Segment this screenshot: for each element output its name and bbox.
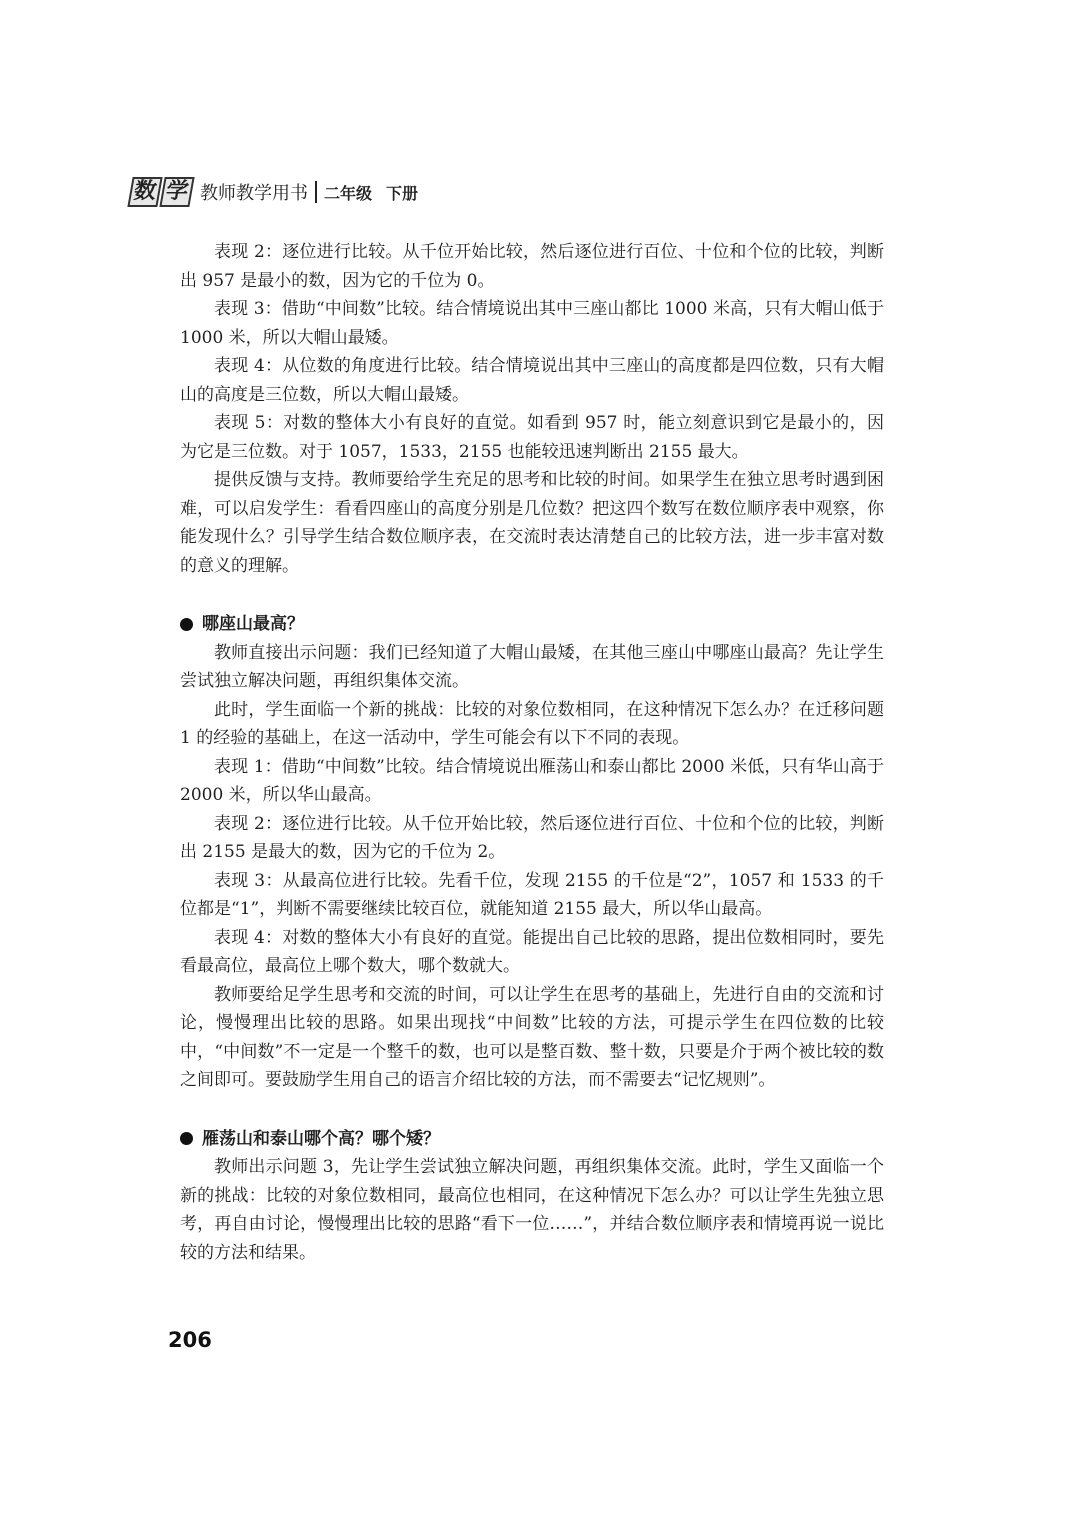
paragraph: 教师出示问题 3，先让学生尝试独立解决问题，再组织集体交流。此时，学生又面临一个新的挑战：比较的对象位数相同，最高位也相同，在这种情况下怎么办？可以让学生先独立思考，再自由讨论，慢慢理出比较的思路“看下一位……”，并结合数位顺序表和情境再说一说比较的方法和结果。 — [180, 1157, 884, 1263]
paragraph: 表现 2：逐位进行比较。从千位开始比较，然后逐位进行百位、十位和个位的比较，判断出 2155 是最大的数，因为它的千位为 2。 — [180, 813, 884, 862]
paragraph: 教师要给足学生思考和交流的时间，可以让学生在思考的基础上，先进行自由的交流和讨论，慢慢理出比较的思路。如果出现找“中间数”比较的方法，可提示学生在四位数的比较中，“中间数”不一定是一个整千的数，也可以是整百数、整十数，只要是介于两个被比较的数之间即可。要鼓励学生用自己的语言介绍比较的方法，而不需要去“记忆规则”。 — [180, 984, 884, 1090]
paragraph: 表现 2：逐位进行比较。从千位开始比较，然后逐位进行百位、十位和个位的比较，判断出 957 是最小的数，因为它的千位为 0。 — [180, 242, 884, 291]
logo-char-1: 数 — [127, 177, 162, 207]
section-heading-text: 哪座山最高？ — [202, 614, 304, 634]
paragraph: 表现 1：借助“中间数”比较。结合情境说出雁荡山和泰山都比 2000 米低，只有华山高于 2000 米，所以华山最高。 — [180, 756, 884, 805]
section-heading-text: 雁荡山和泰山哪个高？哪个矮？ — [202, 1128, 440, 1149]
paragraph: 表现 5：对数的整体大小有良好的直觉。如看到 957 时，能立刻意识到它是最小的，因为它是三位数。对于 1057，1533，2155 也能较迅速判断出 2155 最大。 — [180, 413, 884, 462]
paragraph: 教师直接出示问题：我们已经知道了大帽山最矮，在其他三座山中哪座山最高？先让学生尝试独立解决问题，再组织集体交流。 — [180, 642, 884, 691]
paragraph: 此时，学生面临一个新的挑战：比较的对象位数相同，在这种情况下怎么办？在迁移问题 1 的经验的基础上，在这一活动中，学生可能会有以下不同的表现。 — [180, 699, 884, 748]
bullet-icon — [180, 1132, 193, 1145]
section-heading-highest-mountain — [180, 610, 884, 639]
bullet-icon — [180, 618, 193, 631]
subject-logo — [130, 177, 194, 207]
paragraph: 表现 4：从位数的角度进行比较。结合情境说出其中三座山的高度都是四位数，只有大帽山的高度是三位数，所以大帽山最矮。 — [180, 356, 884, 405]
page-body — [180, 238, 884, 1267]
section-heading-compare-mountains — [180, 1125, 884, 1154]
paragraph: 表现 3：从最高位进行比较。先看千位，发现 2155 的千位是“2”，1057 和 1533 的千位都是“1”，判断不需要继续比较百位，就能知道 2155 最大，所以华山最高。 — [180, 870, 884, 919]
volume-label: 下册 — [386, 183, 419, 203]
paragraph: 表现 4：对数的整体大小有良好的直觉。能提出自己比较的思路，提出位数相同时，要先看最高位，最高位上哪个数大，哪个数就大。 — [180, 927, 884, 976]
logo-char-2: 学 — [159, 177, 194, 207]
header-divider — [315, 181, 317, 203]
running-header — [130, 172, 418, 212]
page-number: 206 — [168, 1328, 212, 1352]
book-title: 教师教学用书 — [200, 183, 309, 204]
paragraph: 表现 3：借助“中间数”比较。结合情境说出其中三座山都比 1000 米高，只有大帽山低于 1000 米，所以大帽山最矮。 — [180, 299, 884, 348]
paragraph: 提供反馈与支持。教师要给学生充足的思考和比较的时间。如果学生在独立思考时遇到困难，可以启发学生：看看四座山的高度分别是几位数？把这四个数写在数位顺序表中观察，你能发现什么？引导学生结合数位顺序表，在交流时表达清楚自己的比较方法，进一步丰富对数的意义的理解。 — [180, 470, 884, 576]
grade-label: 二年级 — [324, 183, 373, 203]
